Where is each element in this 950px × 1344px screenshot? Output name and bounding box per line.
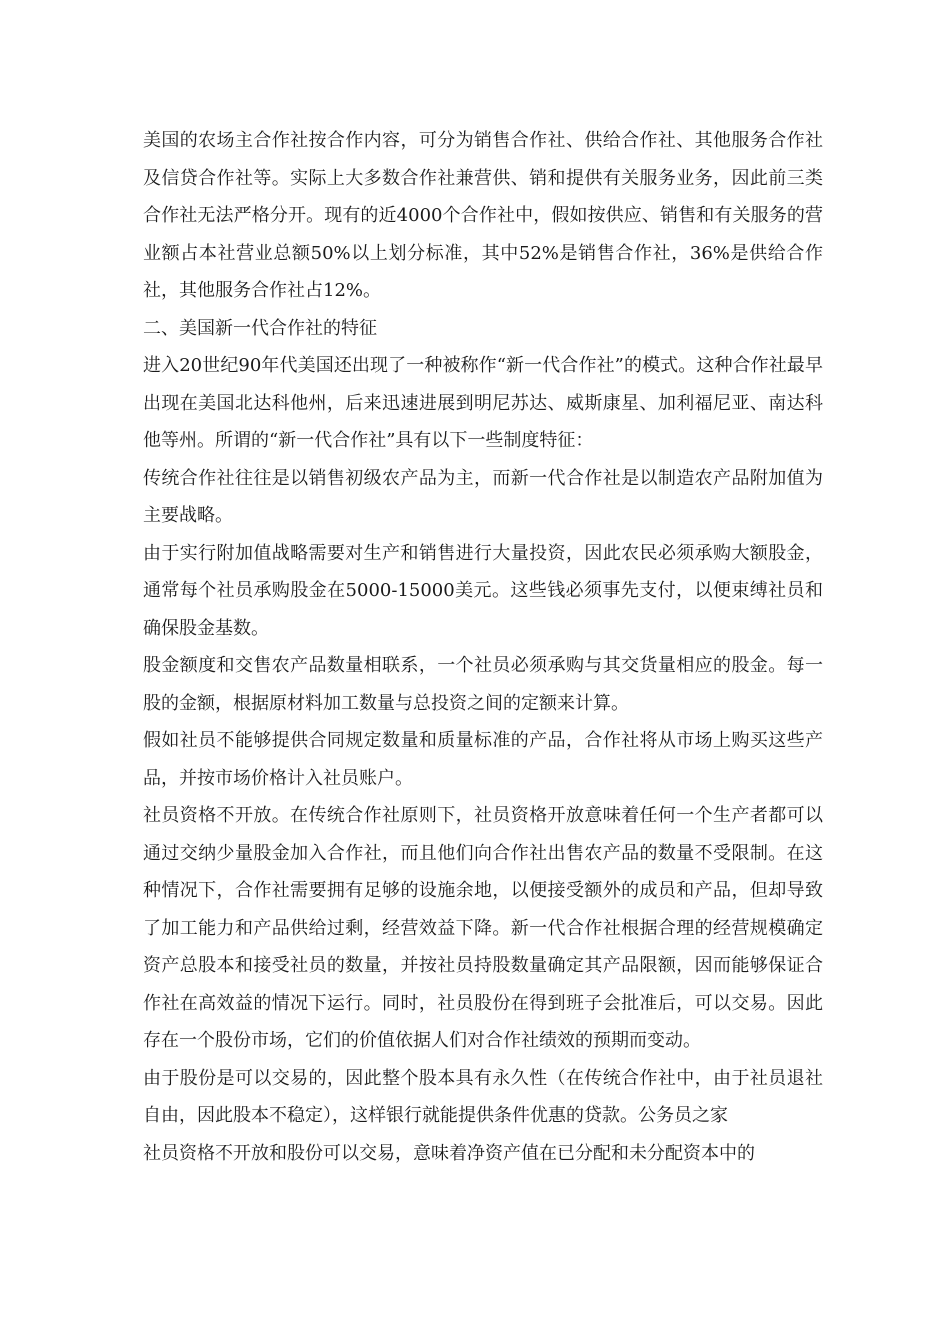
- section-heading: 二、美国新一代合作社的特征: [143, 317, 377, 339]
- document-body: [143, 122, 823, 1172]
- paragraph-net-asset-value: 社员资格不开放和股份可以交易，意味着净资产值在已分配和未分配资本中的: [143, 1142, 755, 1164]
- paragraph-share-capital: 由于实行附加值战略需要对生产和销售进行大量投资，因此农民必须承购大额股金，通常每个社员承购股金在5000-15000美元。这些钱必须事先支付，以便束缚社员和确保股金基数。: [143, 542, 823, 639]
- paragraph-share-delivery-link: 股金额度和交售农产品数量相联系，一个社员必须承购与其交货量相应的股金。每一股的金额，根据原材料加工数量与总投资之间的定额来计算。: [143, 655, 823, 714]
- paragraph-tradable-shares: 由于股份是可以交易的，因此整个股本具有永久性（在传统合作社中，由于社员退社自由，因此股本不稳定），这样银行就能提供条件优惠的贷款。公务员之家: [143, 1067, 823, 1126]
- paragraph-cooperative-types: 美国的农场主合作社按合作内容，可分为销售合作社、供给合作社、其他服务合作社及信贷合作社等。实际上大多数合作社兼营供、销和提供有关服务业务，因此前三类合作社无法严格分开。现有的近4000个合作社中，假如按供应、销售和有关服务的营业额占本社营业总额50%以上划分标准，其中52%是销售合作社，36%是供给合作社，其他服务合作社占12%。: [143, 130, 823, 301]
- paragraph-new-generation-intro: 进入20世纪90年代美国还出现了一种被称作“新一代合作社”的模式。这种合作社最早出现在美国北达科他州，后来迅速进展到明尼苏达、威斯康星、加利福尼亚、南达科他等州。所谓的“新一代合作社”具有以下一些制度特征：: [143, 355, 823, 451]
- paragraph-closed-membership: 社员资格不开放。在传统合作社原则下，社员资格开放意味着任何一个生产者都可以通过交纳少量股金加入合作社，而且他们向合作社出售农产品的数量不受限制。在这种情况下，合作社需要拥有足够的设施余地，以便接受额外的成员和产品，但却导致了加工能力和产品供给过剩，经营效益下降。新一代合作社根据合理的经营规模确定资产总股本和接受社员的数量，并按社员持股数量确定其产品限额，因而能够保证合作社在高效益的情况下运行。同时，社员股份在得到班子会批准后，可以交易。因此存在一个股份市场，它们的价值依据人们对合作社绩效的预期而变动。: [143, 805, 823, 1051]
- paragraph-value-added-strategy: 传统合作社往往是以销售初级农产品为主，而新一代合作社是以制造农产品附加值为主要战略。: [143, 467, 823, 526]
- paragraph-contract-shortfall: 假如社员不能够提供合同规定数量和质量标准的产品，合作社将从市场上购买这些产品，并按市场价格计入社员账户。: [143, 730, 823, 789]
